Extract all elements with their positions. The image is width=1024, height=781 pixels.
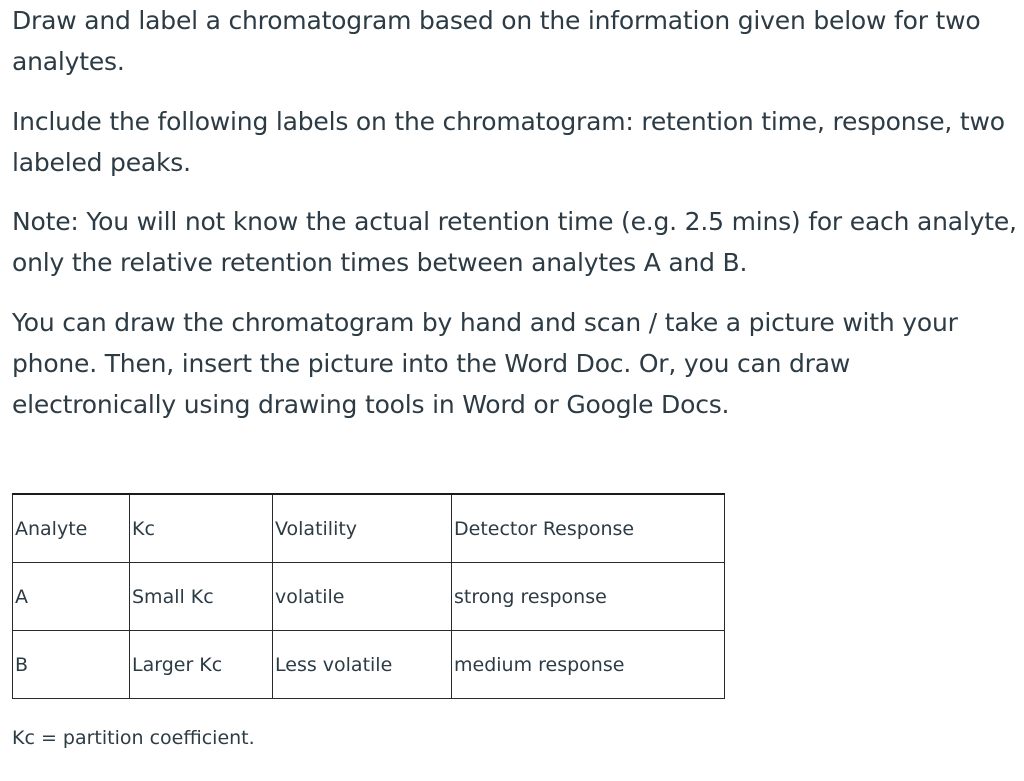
cell-kc: Larger Kc bbox=[130, 631, 273, 699]
header-volatility: Volatility bbox=[273, 494, 452, 563]
instruction-paragraph-note: Note: You will not know the actual retention time (e.g. 2.5 mins) for each analyte, only the relative retention times between analytes A and B. bbox=[12, 207, 1017, 277]
cell-detector-response: medium response bbox=[452, 631, 725, 699]
cell-analyte: B bbox=[13, 631, 130, 699]
instruction-paragraph-method: You can draw the chromatogram by hand and scan / take a picture with your phone. Then, insert the picture into the Word Doc. Or, you can draw electronically using drawing tools in Word or Google Docs. bbox=[12, 308, 958, 419]
cell-analyte: A bbox=[13, 563, 130, 631]
cell-volatility: volatile bbox=[273, 563, 452, 631]
cell-kc: Small Kc bbox=[130, 563, 273, 631]
header-detector-response: Detector Response bbox=[452, 494, 725, 563]
header-analyte: Analyte bbox=[13, 494, 130, 563]
table-row bbox=[13, 631, 725, 699]
cell-volatility: Less volatile bbox=[273, 631, 452, 699]
instruction-paragraph-draw: Draw and label a chromatogram based on the information given below for two analytes. bbox=[12, 6, 981, 76]
instruction-paragraph-labels: Include the following labels on the chromatogram: retention time, response, two labeled peaks. bbox=[12, 107, 1005, 177]
header-kc: Kc bbox=[130, 494, 273, 563]
analyte-table bbox=[12, 493, 725, 699]
table-header-row bbox=[13, 494, 725, 563]
table-row bbox=[13, 563, 725, 631]
footnote: Kc = partition coefficient. bbox=[12, 727, 255, 749]
cell-detector-response: strong response bbox=[452, 563, 725, 631]
